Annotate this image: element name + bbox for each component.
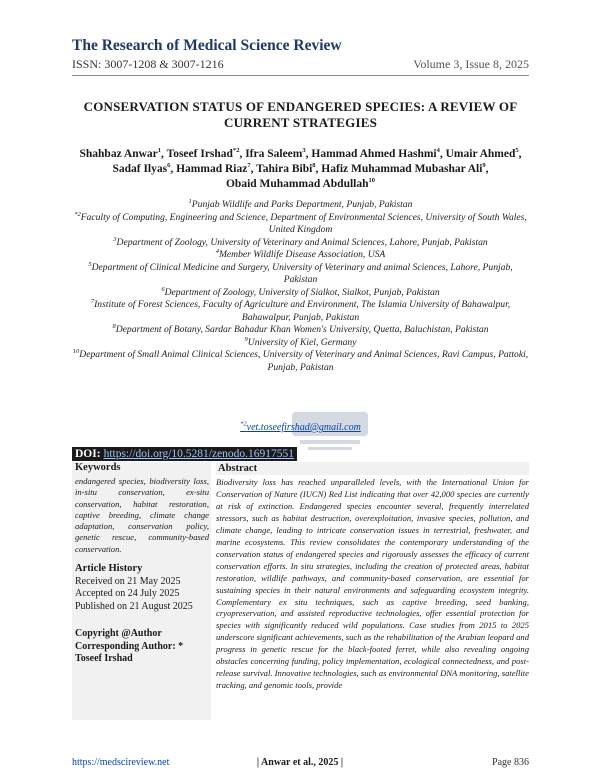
- affiliation-item: [72, 212, 529, 237]
- author-sup: 10: [368, 177, 376, 185]
- author-name: Hammad Ahmed Hashmi$^4$: [311, 147, 440, 160]
- affiliation-text: University of Kiel, Germany: [247, 336, 357, 348]
- author-sup: 4: [436, 147, 440, 155]
- author-sup: 8: [312, 162, 316, 170]
- affiliation-item: [72, 337, 529, 350]
- abstract-text: Biodiversity loss has reached unparalleled levels, with the International Union for Conservation of Nature (IUCN) Red List indicating that over 42,000 species are currently at risk of extinction. Endangered species encounter several, frequently interrelated stressors, such as habitat destruction, overexploitation, invasive species, pollution, and climate change, leading to intricate conservation issues in terrestrial, freshwater, and marine ecosystems. This review consolidates the contemporary understanding of the conservation status of endangered species and rigorously assesses the efficacy of current conservation efforts. In situ strategies, including the creation of protected areas, habitat restoration, wildlife pathways, and community-based conservation, are essential for sustaining species in their natural environments and safeguarding ecosystem integrity. Complementary ex situ techniques, such as captive breeding, seed banking, cryopreservation, and assisted reproductive technologies, offer essential protection for species with significantly reduced wild populations. Case studies from 2015 to 2025 underscore significant achievements, such as the rehabilitation of the Arabian leopard and progress in genetic rescue for the black-footed ferret, while also revealing ongoing obstacles concerning funding, policy implementation, ecological connectedness, and post-release survival. Innovative technologies, such as environmental DNA monitoring, satellite tracking, and genomic tools, provide: [216, 477, 529, 691]
- corresponding-email[interactable]: [72, 422, 529, 433]
- footer-page: Page 836: [492, 757, 529, 768]
- affiliation-item: [72, 199, 529, 212]
- affiliation-sup: 1: [188, 197, 192, 205]
- author-name: Obaid Muhammad Abdullah$^{10}$: [225, 177, 376, 190]
- keywords-heading: Keywords: [75, 462, 121, 473]
- affiliation-sup: 6: [161, 285, 165, 293]
- affiliation-sup: *2: [74, 210, 81, 218]
- author-name: Hammad Riaz$^7$: [176, 162, 251, 175]
- affiliation-item: [72, 324, 529, 337]
- header-rule: [72, 75, 529, 76]
- corresponding-author-label: Corresponding Author: *: [75, 640, 184, 652]
- affiliation-item: [72, 249, 529, 262]
- affiliation-text: Punjab Wildlife and Parks Department, Punjab, Pakistan: [191, 199, 413, 210]
- volume-issue: Volume 3, Issue 8, 2025: [413, 57, 529, 71]
- affiliation-item: [72, 287, 529, 300]
- author-name: Umair Ahmed$^5$: [445, 147, 519, 160]
- footer-citation: | Anwar et al., 2025 |: [256, 757, 344, 768]
- author-sup: 9: [482, 162, 486, 170]
- affiliation-text: Department of Small Animal Clinical Sciences, University of Veterinary and Animal Sciences, Ravi Campus, Pattoki, Punjab, Pakistan: [79, 349, 529, 373]
- author-name: Tahira Bibi$^8$: [256, 162, 316, 175]
- author-sup: 6: [167, 162, 171, 170]
- keywords-text: endangered species, biodiversity loss, in-situ conservation, ex-situ conservation, habitat restoration, captive breeding, climate change adaptation, conservation policy, genetic rescue, community-based conservation.: [75, 476, 209, 554]
- affiliation-text: Department of Zoology, University of Sialkot, Sialkot, Punjab, Pakistan: [164, 286, 440, 298]
- affiliation-item: [72, 349, 529, 374]
- affiliation-text: Institute of Forest Sciences, Faculty of Agriculture and Environment, The Islamia University of Bahawalpur, Bahawalpur, Punjab, Pakistan: [94, 299, 511, 323]
- affiliation-text: Department of Clinical Medicine and Surgery, University of Veterinary and animal Sciences, Lahore, Punjab, Pakistan: [91, 261, 513, 285]
- author-name: Shahbaz Anwar$^1$: [79, 147, 162, 160]
- author-list: Shahbaz Anwar$^1$, Toseef Irshad$^{*2}$, Ifra Saleem$^3$, Hammad Ahmed Hashmi$^4$, Umair Ahmed$^5$, Sadaf Ilyas$^6$, Hammad Riaz$^7$, Tahira Bibi$^8$, Hafiz Muhammad Mubashar Ali$^9$, Obaid Muhammad Abdullah$^{10}$: [79, 147, 522, 190]
- abstract-heading: Abstract: [216, 462, 529, 475]
- accepted-date: Accepted on 24 July 2025: [75, 588, 180, 600]
- affiliation-text: Member Wildlife Disease Association, USA: [218, 249, 386, 260]
- history-heading: Article History: [75, 563, 143, 574]
- author-name: Hafiz Muhammad Mubashar Ali$^9$: [321, 162, 486, 175]
- received-date: Received on 21 May 2025: [75, 575, 181, 587]
- affiliation-item: [72, 262, 529, 287]
- email-text: vet.toseefirshad@gmail.com: [246, 422, 361, 433]
- copyright-line: Copyright @Author: [75, 628, 162, 639]
- doi-bar: [72, 448, 297, 460]
- paper-title: CONSERVATION STATUS OF ENDANGERED SPECIES: A REVIEW OF CURRENT STRATEGIES: [83, 99, 518, 130]
- journal-title: The Research of Medical Science Review: [72, 37, 342, 54]
- copyright-block: [75, 628, 210, 666]
- affiliation-text: Department of Zoology, University of Veterinary and Animal Sciences, Lahore, Punjab, Pakistan: [116, 236, 488, 248]
- author-sup: *2: [232, 147, 240, 155]
- issn: ISSN: 3007-1208 & 3007-1216: [72, 57, 224, 71]
- doi-label: DOI:: [72, 447, 104, 461]
- affiliation-sup: 3: [113, 235, 117, 243]
- published-date: Published on 21 August 2025: [75, 600, 193, 612]
- affiliation-sup: 7: [90, 297, 95, 305]
- affiliation-item: [72, 237, 529, 250]
- affiliation-sup: 5: [88, 260, 92, 268]
- author-sup: 7: [247, 162, 251, 170]
- author-name: Sadaf Ilyas$^6$: [112, 162, 171, 175]
- affiliation-sup: 4: [215, 247, 219, 255]
- affiliation-sup: 10: [72, 347, 80, 355]
- author-name: Ifra Saleem$^3$: [245, 147, 306, 160]
- affiliation-sup: 8: [112, 322, 116, 330]
- doi-link[interactable]: https://doi.org/10.5281/zenodo.16917551: [104, 447, 298, 461]
- author-name: Toseef Irshad$^{*2}$: [166, 147, 240, 160]
- affiliation-sup: 9: [244, 335, 248, 343]
- affiliation-list: [72, 199, 529, 374]
- footer-url[interactable]: https://medscireview.net: [72, 757, 170, 768]
- article-history: [75, 563, 210, 613]
- author-sup: 5: [515, 147, 519, 155]
- email-sup: *2: [240, 420, 247, 428]
- affiliation-text: Faculty of Computing, Engineering and Science, Department of Environmental Sciences, University of South Wales, United Kingdom: [80, 211, 527, 235]
- affiliation-item: [72, 299, 529, 324]
- affiliation-text: Department of Botany, Sardar Bahadur Khan Women's University, Quetta, Baluchistan, Pakistan: [115, 324, 489, 335]
- author-sup: 1: [157, 147, 162, 155]
- author-sup: 3: [302, 147, 306, 155]
- corresponding-author-name: Toseef Irshad: [75, 653, 133, 665]
